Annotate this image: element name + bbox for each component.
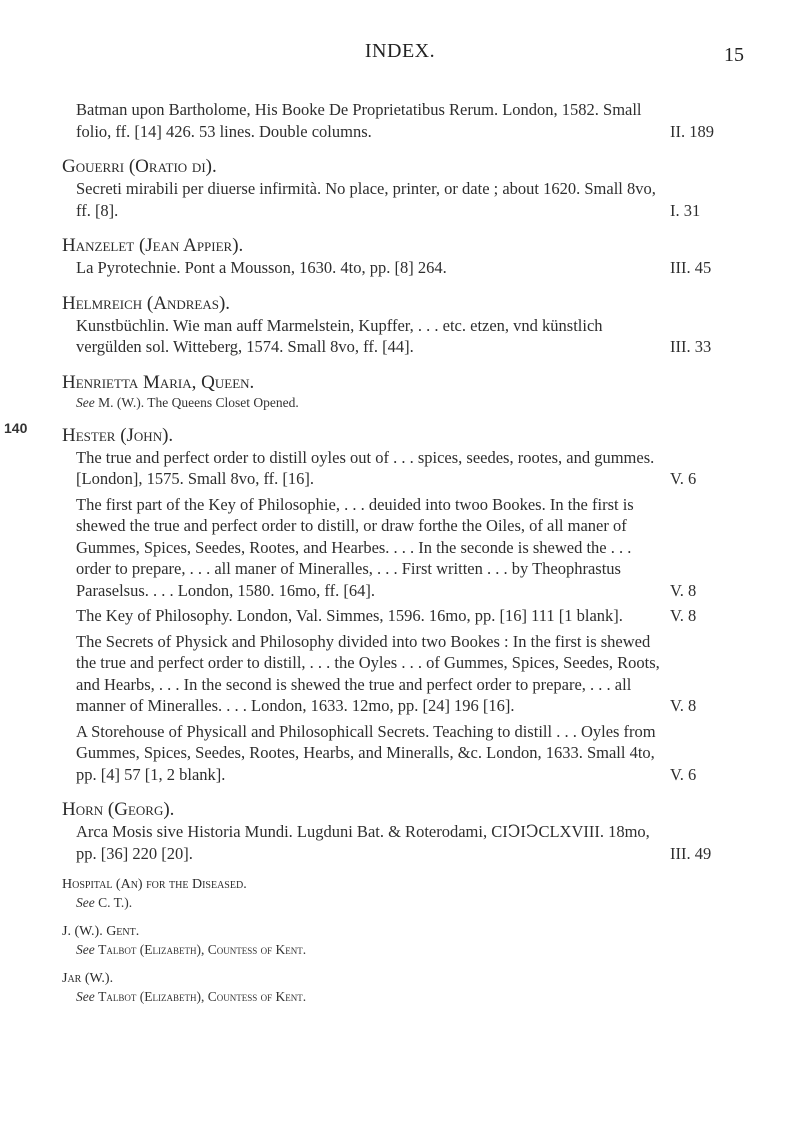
see-prefix: See <box>76 989 95 1004</box>
page-header <box>0 40 800 70</box>
work-text: Arca Mosis sive Historia Mundi. Lugduni Bat. & Roterodami, CIↃIↃCLXVIII. 18mo, pp. [36] 220 [20]. <box>76 822 650 863</box>
work-text: The Key of Philosophy. London, Val. Simmes, 1596. 16mo, pp. [16] 111 [1 blank]. <box>76 606 623 625</box>
volume-reference: V. 8 <box>670 580 697 600</box>
index-entry <box>62 923 742 958</box>
page-title: INDEX. <box>364 40 436 62</box>
volume-reference: II. 189 <box>670 121 714 141</box>
volume-reference: V. 8 <box>670 696 697 715</box>
entry-name: Jar (W.). <box>62 971 114 986</box>
volume-reference: V. 8 <box>670 606 697 625</box>
entry-name: Hanzelet (Jean Appier). <box>62 235 244 256</box>
work-entry <box>62 178 742 221</box>
see-reference <box>62 394 742 411</box>
page-number: 15 <box>724 44 744 66</box>
work-text: La Pyrotechnie. Pont a Mousson, 1630. 4to, pp. [8] 264. <box>76 258 447 277</box>
volume-reference: I. 31 <box>670 200 701 220</box>
see-target: Talbot (Elizabeth), Countess of Kent. <box>98 942 307 957</box>
work-entry <box>62 631 742 717</box>
entry-name: Hester (John). <box>62 424 174 446</box>
see-prefix: See <box>76 394 95 410</box>
work-entry <box>62 99 742 142</box>
entry-name: Gouerri (Oratio di). <box>62 156 217 177</box>
see-target: Talbot (Elizabeth), Countess of Kent. <box>98 989 307 1004</box>
work-entry <box>62 315 742 358</box>
index-entry <box>62 876 742 911</box>
entry-name: Hospital (An) for the Diseased. <box>62 877 247 892</box>
work-entry <box>62 721 742 786</box>
see-reference <box>62 941 742 958</box>
work-entry <box>62 605 742 627</box>
index-list <box>62 87 742 1005</box>
see-target: C. T.). <box>98 895 133 910</box>
volume-reference: III. 49 <box>670 843 712 863</box>
work-text: The first part of the Key of Philosophie, . . . deuided into twoo Bookes. In the first is shewed the true and perfect order to distill, or draw forthe the Oiles, of all maner of Gummes, Spices, Seedes, Rootes, and Hearbes. . . . In the seconde is shewed the . . . order to prepare, . . . all maner of Mineralles, . . . First written . . . by Theophrastus Paraselsus. . . . London, 1580. 16mo, ff. [64]. <box>76 494 634 600</box>
work-text: A Storehouse of Physicall and Philosophicall Secrets. Teaching to distill . . . Oyles from Gummes, Spices, Seedes, Rootes, Hearbs, and Mineralls, &c. London, 1633. Small 4to, pp. [4] 57 [1, 2 blank]. <box>76 721 656 784</box>
index-entry <box>62 425 742 786</box>
index-entry <box>62 156 742 221</box>
index-entry <box>62 372 742 411</box>
work-text: Secreti mirabili per diuerse infirmità. No place, printer, or date ; about 1620. Small 8vo, ff. [8]. <box>76 179 656 220</box>
work-text: The true and perfect order to distill oyles out of . . . spices, seedes, rootes, and gummes. [London], 1575. Small 8vo, ff. [16]. <box>76 447 655 488</box>
index-entry <box>62 799 742 864</box>
margin-number: 140 <box>4 420 28 436</box>
index-entry <box>62 970 742 1005</box>
see-prefix: See <box>76 895 95 910</box>
volume-reference: III. 33 <box>670 337 712 356</box>
see-target: M. (W.). The Queens Closet Opened. <box>98 394 299 410</box>
entry-name: Helmreich (Andreas). <box>62 292 231 314</box>
work-text: Batman upon Bartholome, His Booke De Proprietatibus Rerum. London, 1582. Small folio, ff. [14] 426. 53 lines. Double columns. <box>76 100 642 141</box>
volume-reference: V. 6 <box>670 764 697 784</box>
entry-name: Henrietta Maria, Queen. <box>62 371 255 393</box>
work-entry <box>62 821 742 864</box>
see-reference <box>62 988 742 1005</box>
volume-reference: III. 45 <box>670 258 712 277</box>
see-reference <box>62 894 742 911</box>
entry-name: Horn (Georg). <box>62 799 175 820</box>
see-prefix: See <box>76 942 95 957</box>
work-entry <box>62 447 742 490</box>
index-entry <box>62 99 742 142</box>
work-text: Kunstbüchlin. Wie man auff Marmelstein, Kupffer, . . . etc. etzen, vnd künstlich vergülden sol. Witteberg, 1574. Small 8vo, ff. [44]. <box>76 315 603 356</box>
index-entry <box>62 293 742 358</box>
work-text: The Secrets of Physick and Philosophy divided into two Bookes : In the first is shewed the true and perfect order to distill, . . . the Oyles . . . of Gummes, Spices, Seedes, Roots, and Hearbs, . . . In the second is shewed the true and perfect order to prepare, . . . all manner of Mineralles. . . . London, 1633. 12mo, pp. [24] 196 [16]. <box>76 631 660 715</box>
work-entry <box>62 494 742 602</box>
volume-reference: V. 6 <box>670 469 697 488</box>
entry-name: J. (W.). Gent. <box>62 924 140 939</box>
index-entry <box>62 235 742 279</box>
work-entry <box>62 257 742 279</box>
